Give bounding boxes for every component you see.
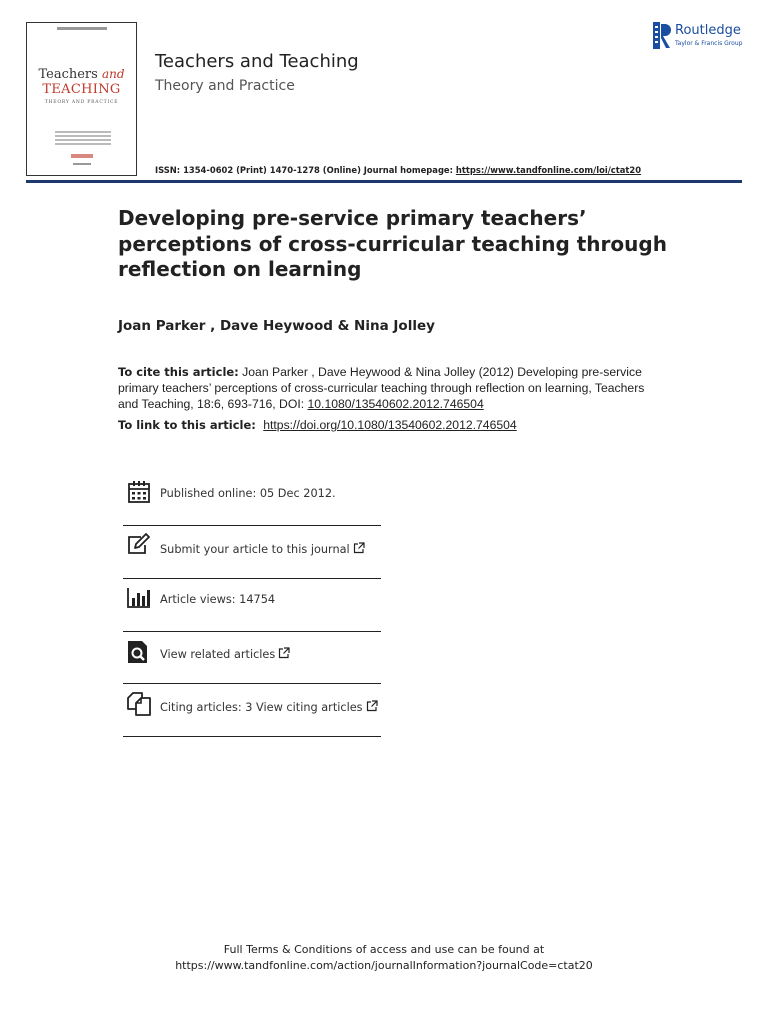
cover-bottom-text bbox=[73, 163, 91, 165]
divider bbox=[123, 578, 381, 579]
footer-terms-url[interactable]: https://www.tandfonline.com/action/journalInformation?journalCode=ctat20 bbox=[175, 958, 593, 972]
citation-block bbox=[118, 364, 658, 412]
footer-terms-text: Full Terms & Conditions of access and use can be found at bbox=[223, 943, 545, 956]
divider bbox=[123, 631, 381, 632]
related-articles-link[interactable] bbox=[160, 647, 290, 661]
calendar-icon bbox=[127, 480, 151, 504]
divider bbox=[123, 683, 381, 684]
related-articles-text: View related articles bbox=[160, 648, 276, 661]
article-views-row bbox=[123, 585, 381, 637]
cover-word-teachers: Teachers bbox=[38, 67, 98, 82]
cite-label: To cite this article: bbox=[118, 365, 239, 379]
journal-homepage-link[interactable]: https://www.tandfonline.com/loi/ctat20 bbox=[455, 165, 642, 175]
published-online-row bbox=[123, 479, 381, 531]
submit-article-link[interactable] bbox=[160, 542, 365, 556]
external-link-icon bbox=[366, 700, 378, 712]
issn-line bbox=[155, 165, 641, 175]
journal-title: Teachers and Teaching bbox=[155, 51, 359, 72]
search-document-icon bbox=[127, 640, 151, 664]
journal-subtitle: Theory and Practice bbox=[155, 78, 295, 94]
cover-publisher-logo bbox=[71, 154, 93, 158]
published-online-text: Published online: 05 Dec 2012. bbox=[160, 487, 336, 500]
cover-text-block bbox=[55, 131, 111, 147]
cover-title-line2: TEACHING bbox=[42, 82, 121, 97]
publisher-group: Taylor & Francis Group bbox=[675, 40, 743, 47]
link-block bbox=[118, 418, 678, 432]
issn-text: ISSN: 1354-0602 (Print) 1470-1278 (Online) Journal homepage: bbox=[155, 165, 456, 175]
related-articles-row[interactable] bbox=[123, 640, 381, 692]
bar-chart-icon bbox=[127, 586, 151, 610]
cover-title-line1 bbox=[27, 67, 136, 82]
article-views-text: Article views: 14754 bbox=[160, 593, 276, 606]
citing-documents-icon bbox=[127, 692, 151, 716]
article-doi-url-link[interactable]: https://doi.org/10.1080/13540602.2012.746504 bbox=[263, 418, 517, 432]
routledge-r-icon bbox=[653, 22, 671, 49]
external-link-icon bbox=[278, 647, 290, 659]
edit-icon bbox=[127, 533, 151, 557]
cover-top-text bbox=[57, 27, 107, 30]
citing-articles-link[interactable] bbox=[160, 700, 378, 714]
external-link-icon bbox=[353, 542, 365, 554]
cover-word-and: and bbox=[101, 67, 125, 81]
journal-cover-thumbnail bbox=[26, 22, 137, 176]
citing-articles-text: Citing articles: 3 View citing articles bbox=[160, 701, 363, 714]
publisher-name: Routledge bbox=[675, 23, 741, 38]
divider bbox=[123, 525, 381, 526]
article-title: Developing pre-service primary teachers’ perceptions of cross-curricular teaching through reflection on learning bbox=[118, 206, 667, 281]
divider bbox=[123, 736, 381, 737]
submit-article-text: Submit your article to this journal bbox=[160, 543, 350, 556]
doi-link[interactable]: 10.1080/13540602.2012.746504 bbox=[307, 397, 484, 411]
article-authors: Joan Parker , Dave Heywood & Nina Jolley bbox=[118, 318, 435, 334]
link-label: To link to this article: bbox=[118, 418, 256, 432]
header-divider bbox=[26, 180, 742, 183]
footer bbox=[0, 942, 768, 973]
cover-subtitle: THEORY AND PRACTICE bbox=[44, 100, 119, 105]
cite-text: Joan Parker , Dave Heywood & Nina Jolley (2012) Developing pre-service primary teachers’ perceptions of cross-curricular teaching through reflection on learning, Teachers and Teaching, 18:6, 693-716, DOI: bbox=[118, 365, 645, 411]
